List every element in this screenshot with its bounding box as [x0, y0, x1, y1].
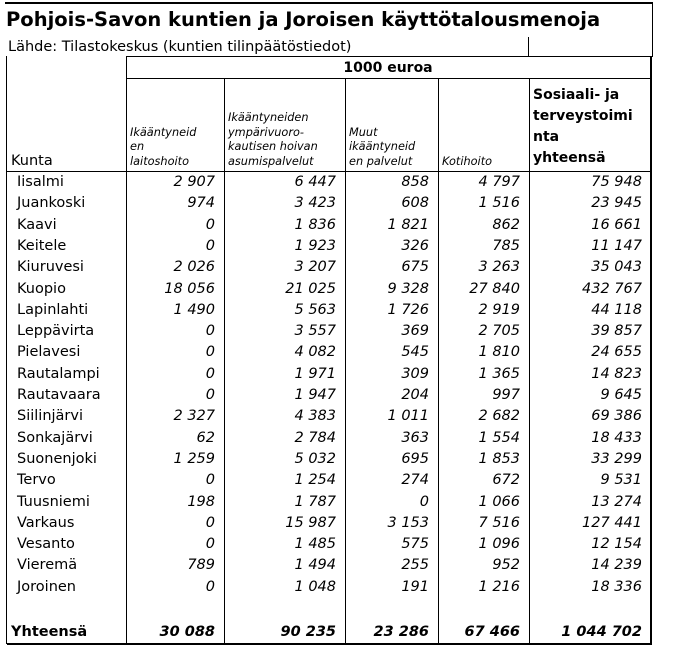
value-cell: 4 797 — [478, 174, 520, 190]
value-cell: 1 923 — [294, 237, 336, 254]
unit-bottom-border — [126, 78, 651, 79]
municipality-name: Iisalmi — [17, 174, 64, 190]
value-cell: 23 945 — [591, 195, 642, 212]
value-cell: 0 — [205, 344, 215, 361]
value-cell: 0 — [205, 578, 215, 595]
unit-top-border — [126, 56, 651, 57]
value-cell: 1 044 702 — [561, 624, 642, 640]
municipality-name: Kaavi — [17, 216, 57, 233]
value-cell: 785 — [492, 237, 520, 254]
column-header: Sosiaali- ja terveystoimi nta yhteensä — [533, 87, 633, 166]
value-cell: 1 516 — [478, 195, 520, 212]
municipality-name: Rautavaara — [17, 387, 101, 403]
value-cell: 0 — [205, 472, 215, 489]
municipality-name: Pielavesi — [17, 344, 81, 361]
value-cell: 0 — [205, 237, 215, 254]
municipality-name: Lapinlahti — [17, 301, 89, 318]
municipality-name: Tervo — [17, 472, 56, 489]
municipality-name: Vesanto — [17, 536, 75, 553]
value-cell: 1 726 — [387, 301, 429, 318]
municipality-name: Joroinen — [17, 578, 76, 595]
value-cell: 2 907 — [173, 174, 215, 190]
value-cell: 0 — [205, 323, 215, 340]
value-cell: 858 — [401, 174, 429, 190]
border-top — [5, 2, 653, 4]
value-cell: 16 661 — [591, 216, 642, 233]
value-cell: 35 043 — [591, 259, 642, 276]
municipality-name: Siilinjärvi — [17, 408, 83, 425]
value-cell: 3 153 — [387, 514, 429, 531]
value-cell: 75 948 — [591, 174, 642, 190]
municipality-name: Rautalampi — [17, 365, 100, 382]
value-cell: 575 — [401, 536, 429, 553]
value-cell: 7 516 — [478, 514, 520, 531]
municipality-name: Keitele — [17, 237, 67, 254]
value-cell: 0 — [205, 514, 215, 531]
value-cell: 1 494 — [294, 557, 336, 574]
value-cell: 1 365 — [478, 365, 520, 382]
column-header: Ikääntyneiden ympärivuoro- kautisen hoivan asumispalvelut — [228, 111, 318, 168]
value-cell: 3 263 — [478, 259, 520, 276]
value-cell: 15 987 — [285, 514, 336, 531]
value-cell: 274 — [401, 472, 429, 489]
value-cell: 1 971 — [294, 365, 336, 382]
municipality-name: Kiuruvesi — [17, 259, 84, 276]
municipality-name: Varkaus — [17, 514, 75, 531]
value-cell: 5 032 — [294, 450, 336, 467]
value-cell: 14 823 — [591, 365, 642, 382]
value-cell: 1 810 — [478, 344, 520, 361]
value-cell: 127 441 — [582, 514, 642, 531]
value-cell: 90 235 — [280, 624, 336, 640]
value-cell: 0 — [205, 365, 215, 382]
table-title: Pohjois-Savon kuntien ja Joroisen käyttötalousmenoja — [6, 8, 601, 31]
municipality-name: Vieremä — [17, 557, 78, 574]
value-cell: 608 — [401, 195, 429, 212]
value-cell: 23 286 — [373, 624, 429, 640]
value-cell: 21 025 — [285, 280, 336, 297]
value-cell: 2 919 — [478, 301, 520, 318]
value-cell: 33 299 — [591, 450, 642, 467]
value-cell: 9 531 — [600, 472, 642, 489]
municipality-name: Tuusniemi — [17, 493, 90, 510]
value-cell: 1 947 — [294, 387, 336, 403]
municipality-name: Suonenjoki — [17, 450, 97, 467]
value-cell: 789 — [187, 557, 215, 574]
value-cell: 4 383 — [294, 408, 336, 425]
unit-label: 1000 euroa — [343, 60, 433, 76]
value-cell: 974 — [187, 195, 215, 212]
value-cell: 997 — [492, 387, 520, 403]
value-cell: 363 — [401, 429, 429, 446]
column-header: Kotihoito — [442, 154, 493, 168]
value-cell: 952 — [492, 557, 520, 574]
value-cell: 432 767 — [582, 280, 642, 297]
value-cell: 1 096 — [478, 536, 520, 553]
title-right-border — [652, 2, 653, 57]
value-cell: 369 — [401, 323, 429, 340]
value-cell: 24 655 — [591, 344, 642, 361]
value-cell: 862 — [492, 216, 520, 233]
value-cell: 1 254 — [294, 472, 336, 489]
value-cell: 2 705 — [478, 323, 520, 340]
source-note: Lähde: Tilastokeskus (kuntien tilinpäätöstiedot) — [8, 39, 352, 55]
value-cell: 672 — [492, 472, 520, 489]
value-cell: 18 433 — [591, 429, 642, 446]
value-cell: 44 118 — [591, 301, 642, 318]
value-cell: 1 853 — [478, 450, 520, 467]
value-cell: 14 239 — [591, 557, 642, 574]
value-cell: 39 857 — [591, 323, 642, 340]
value-cell: 12 154 — [591, 536, 642, 553]
value-cell: 1 836 — [294, 216, 336, 233]
value-cell: 1 048 — [294, 578, 336, 595]
column-header: Ikääntyneid en laitoshoito — [130, 125, 197, 168]
municipality-name: Juankoski — [17, 195, 86, 212]
value-cell: 309 — [401, 365, 429, 382]
value-cell: 2 682 — [478, 408, 520, 425]
value-cell: 1 066 — [478, 493, 520, 510]
value-cell: 204 — [401, 387, 429, 403]
value-cell: 695 — [401, 450, 429, 467]
value-cell: 62 — [196, 429, 215, 446]
border-bottom — [7, 643, 652, 645]
value-cell: 30 088 — [159, 624, 215, 640]
value-cell: 9 328 — [387, 280, 429, 297]
value-cell: 1 259 — [173, 450, 215, 467]
source-divider — [528, 37, 529, 56]
column-header: Muut ikääntyneid en palvelut — [349, 125, 416, 168]
value-cell: 3 423 — [294, 195, 336, 212]
value-cell: 191 — [401, 578, 429, 595]
value-cell: 2 784 — [294, 429, 336, 446]
municipality-name: Kuopio — [17, 280, 66, 297]
value-cell: 4 082 — [294, 344, 336, 361]
value-cell: 2 327 — [173, 408, 215, 425]
value-cell: 69 386 — [591, 408, 642, 425]
value-cell: 5 563 — [294, 301, 336, 318]
value-cell: 18 056 — [164, 280, 215, 297]
value-cell: 326 — [401, 237, 429, 254]
value-cell: 2 026 — [173, 259, 215, 276]
value-cell: 3 557 — [294, 323, 336, 340]
value-cell: 18 336 — [591, 578, 642, 595]
value-cell: 1 216 — [478, 578, 520, 595]
value-cell: 1 490 — [173, 301, 215, 318]
value-cell: 3 207 — [294, 259, 336, 276]
value-cell: 13 274 — [591, 493, 642, 510]
value-cell: 198 — [187, 493, 215, 510]
value-cell: 675 — [401, 259, 429, 276]
value-cell: 0 — [205, 216, 215, 233]
value-cell: 27 840 — [469, 280, 520, 297]
value-cell: 0 — [419, 493, 429, 510]
value-cell: 1 485 — [294, 536, 336, 553]
value-cell: 6 447 — [294, 174, 336, 190]
value-cell: 0 — [205, 387, 215, 403]
column-header: Kunta — [11, 153, 53, 169]
value-cell: 1 554 — [478, 429, 520, 446]
municipality-name: Leppävirta — [17, 323, 95, 340]
value-cell: 0 — [205, 536, 215, 553]
value-cell: 1 787 — [294, 493, 336, 510]
value-cell: 11 147 — [591, 237, 642, 254]
municipality-name: Sonkajärvi — [17, 429, 93, 446]
municipality-name: Yhteensä — [11, 624, 88, 640]
value-cell: 9 645 — [600, 387, 642, 403]
value-cell: 545 — [401, 344, 429, 361]
value-cell: 1 011 — [387, 408, 429, 425]
value-cell: 67 466 — [464, 624, 520, 640]
value-cell: 1 821 — [387, 216, 429, 233]
value-cell: 255 — [401, 557, 429, 574]
